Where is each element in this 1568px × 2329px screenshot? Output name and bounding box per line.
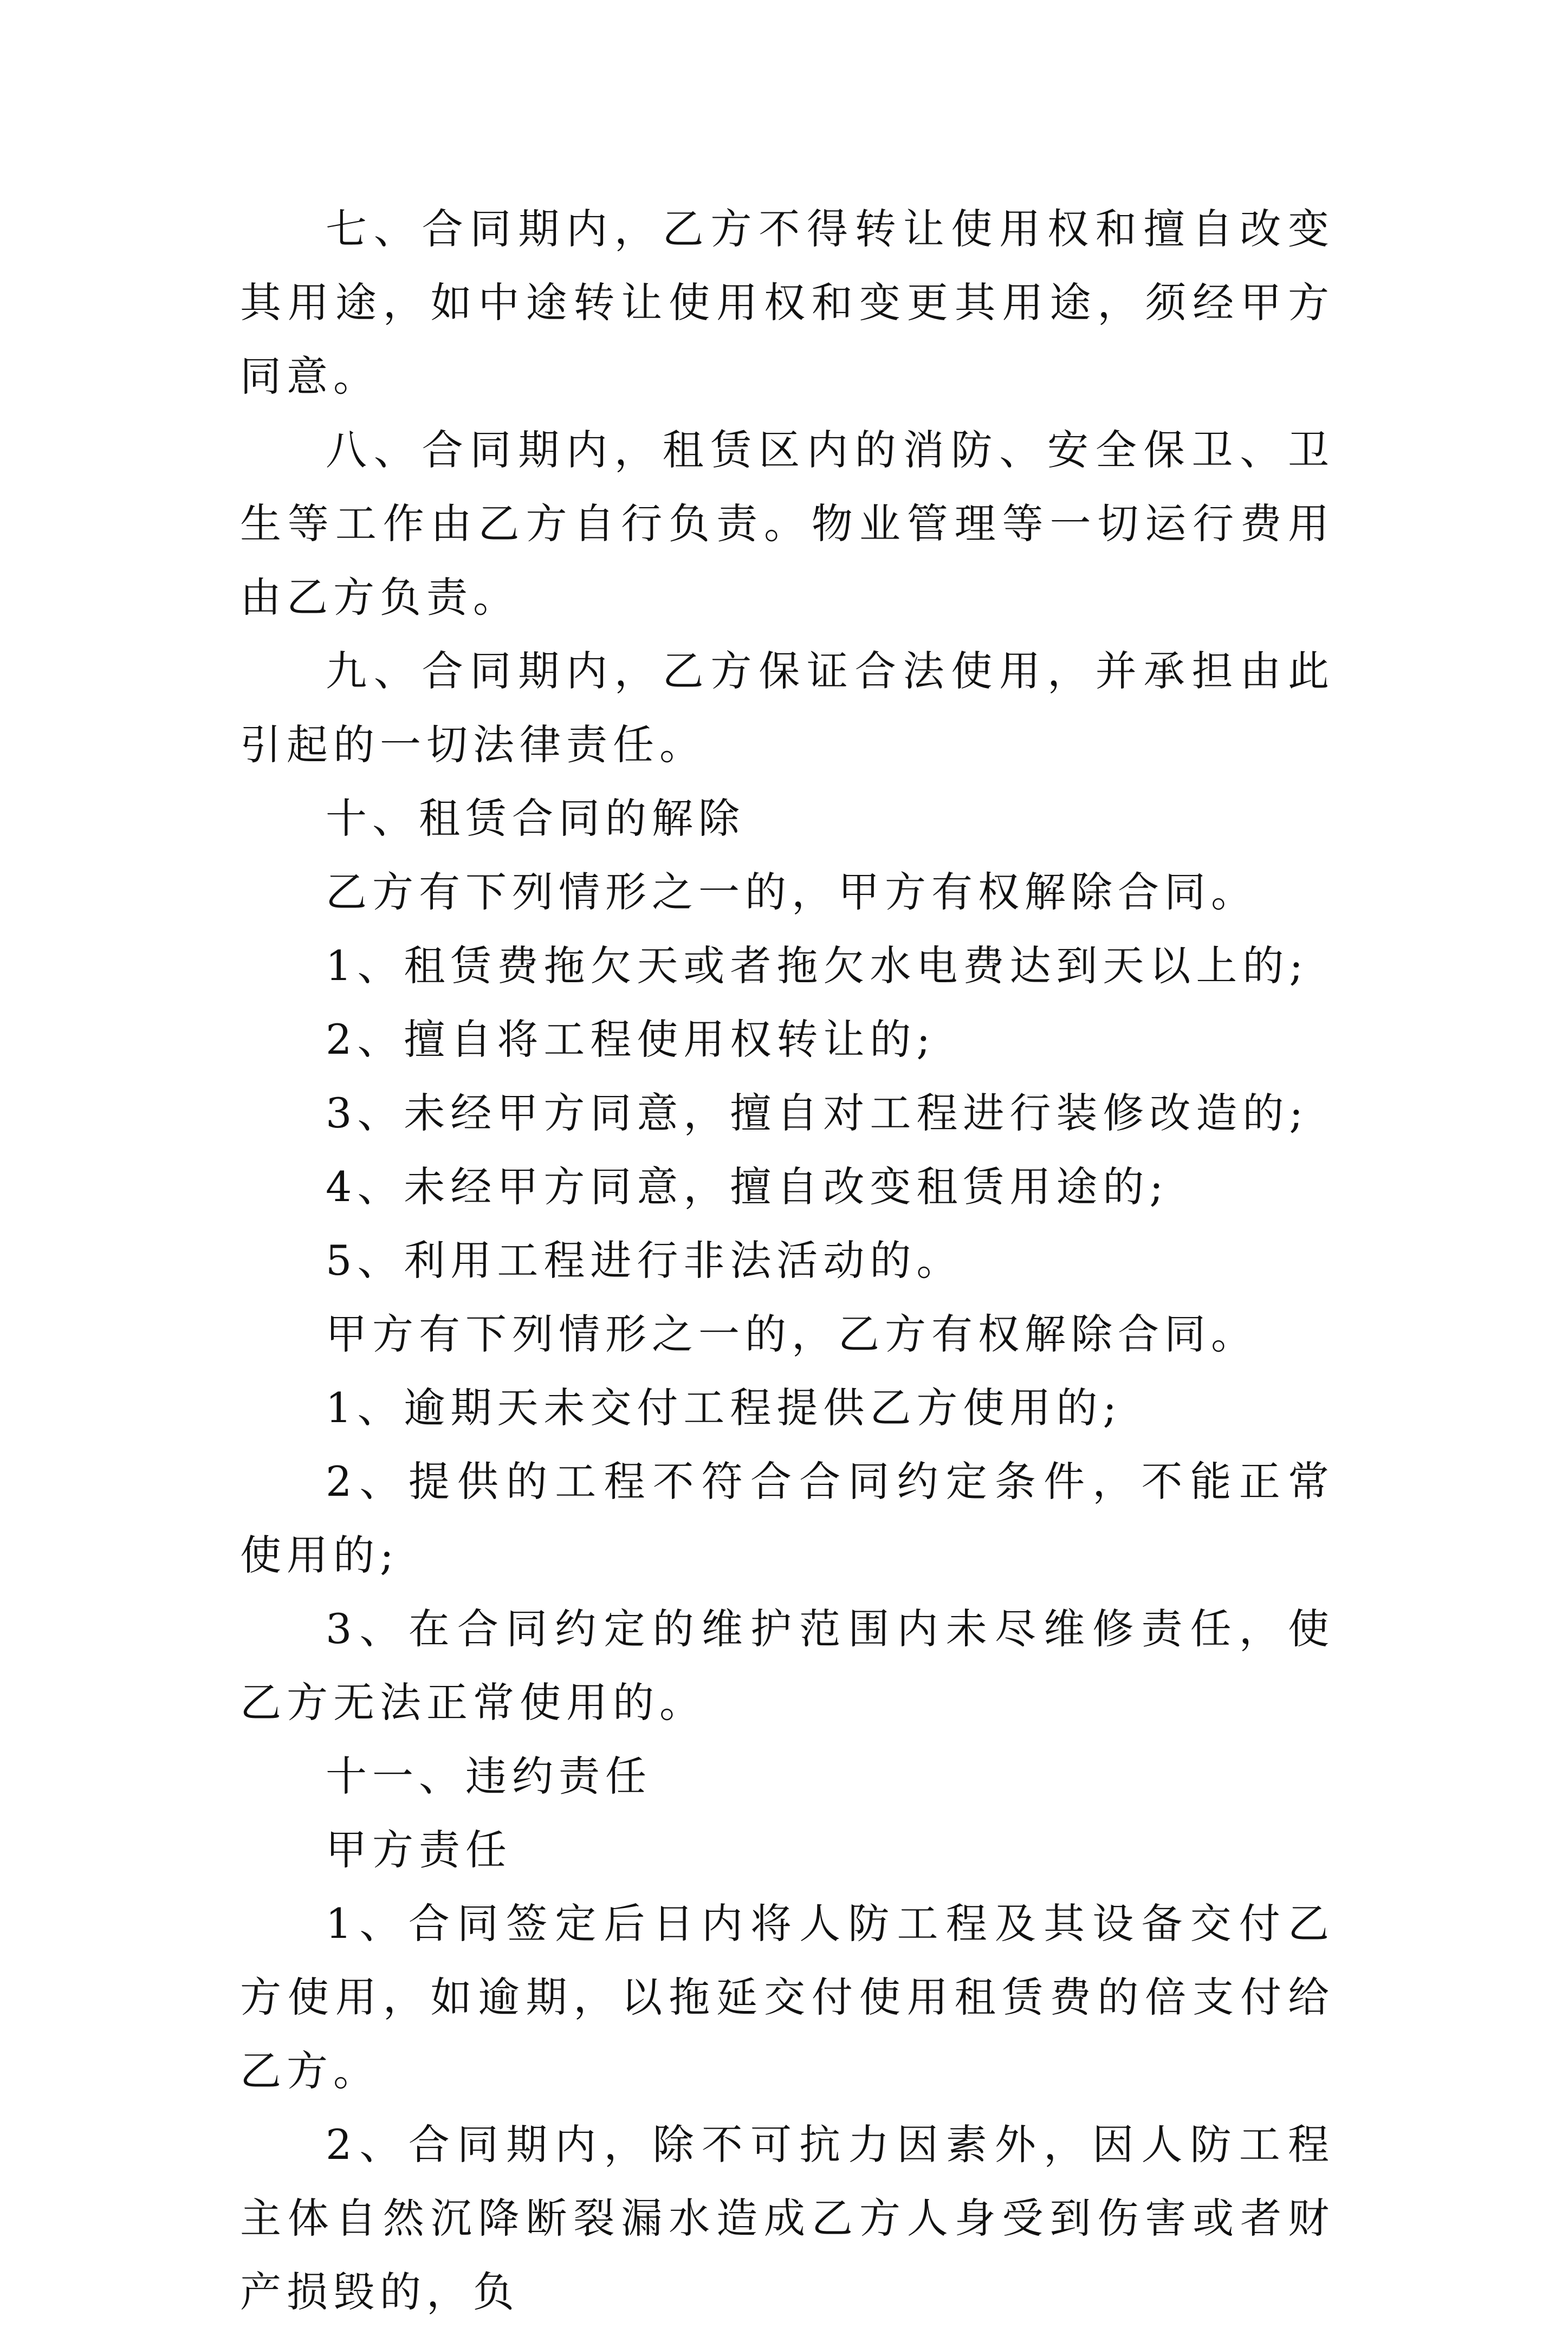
paragraph-clause-8: 八、合同期内，租赁区内的消防、安全保卫、卫生等工作由乙方自行负责。物业管理等一切运行费用由乙方负责。: [240, 426, 1334, 621]
list-item-a-2: 2、提供的工程不符合合同约定条件，不能正常使用的;: [240, 1457, 1334, 1579]
paragraph-clause-7: 七、合同期内，乙方不得转让使用权和擅自改变其用途，如中途转让使用权和变更其用途，须经甲方同意。: [240, 205, 1334, 400]
list-item-b-3: 3、未经甲方同意，擅自对工程进行装修改造的;: [326, 1089, 1308, 1137]
list-item-a-1: 1、逾期天未交付工程提供乙方使用的;: [326, 1384, 1122, 1432]
heading-clause-10: 十、租赁合同的解除: [326, 794, 745, 842]
paragraph-clause-9: 九、合同期内，乙方保证合法使用，并承担由此引起的一切法律责任。: [240, 647, 1334, 769]
list-item-b-5: 5、利用工程进行非法活动的。: [326, 1236, 963, 1284]
heading-party-a-liability: 甲方责任: [326, 1826, 512, 1874]
document-body: [240, 192, 1334, 2329]
list-item-b-1: 1、租赁费拖欠天或者拖欠水电费达到天以上的;: [326, 942, 1308, 990]
list-item-liability-2: 2、合同期内，除不可抗力因素外，因人防工程主体自然沉降断裂漏水造成乙方人身受到伤害或者财产损毁的，负: [240, 2120, 1334, 2316]
list-item-a-3: 3、在合同约定的维护范围内未尽维修责任，使乙方无法正常使用的。: [240, 1605, 1334, 1727]
list-item-liability-1: 1、合同签定后日内将人防工程及其设备交付乙方使用，如逾期，以拖延交付使用租赁费的倍支付给乙方。: [240, 1899, 1334, 2095]
paragraph-party-b-conditions: 乙方有下列情形之一的，甲方有权解除合同。: [326, 868, 1258, 916]
paragraph-party-a-conditions: 甲方有下列情形之一的，乙方有权解除合同。: [326, 1310, 1258, 1358]
heading-clause-11: 十一、违约责任: [326, 1752, 652, 1800]
list-item-b-2: 2、擅自将工程使用权转让的;: [326, 1015, 936, 1063]
list-item-b-4: 4、未经甲方同意，擅自改变租赁用途的;: [326, 1163, 1169, 1211]
